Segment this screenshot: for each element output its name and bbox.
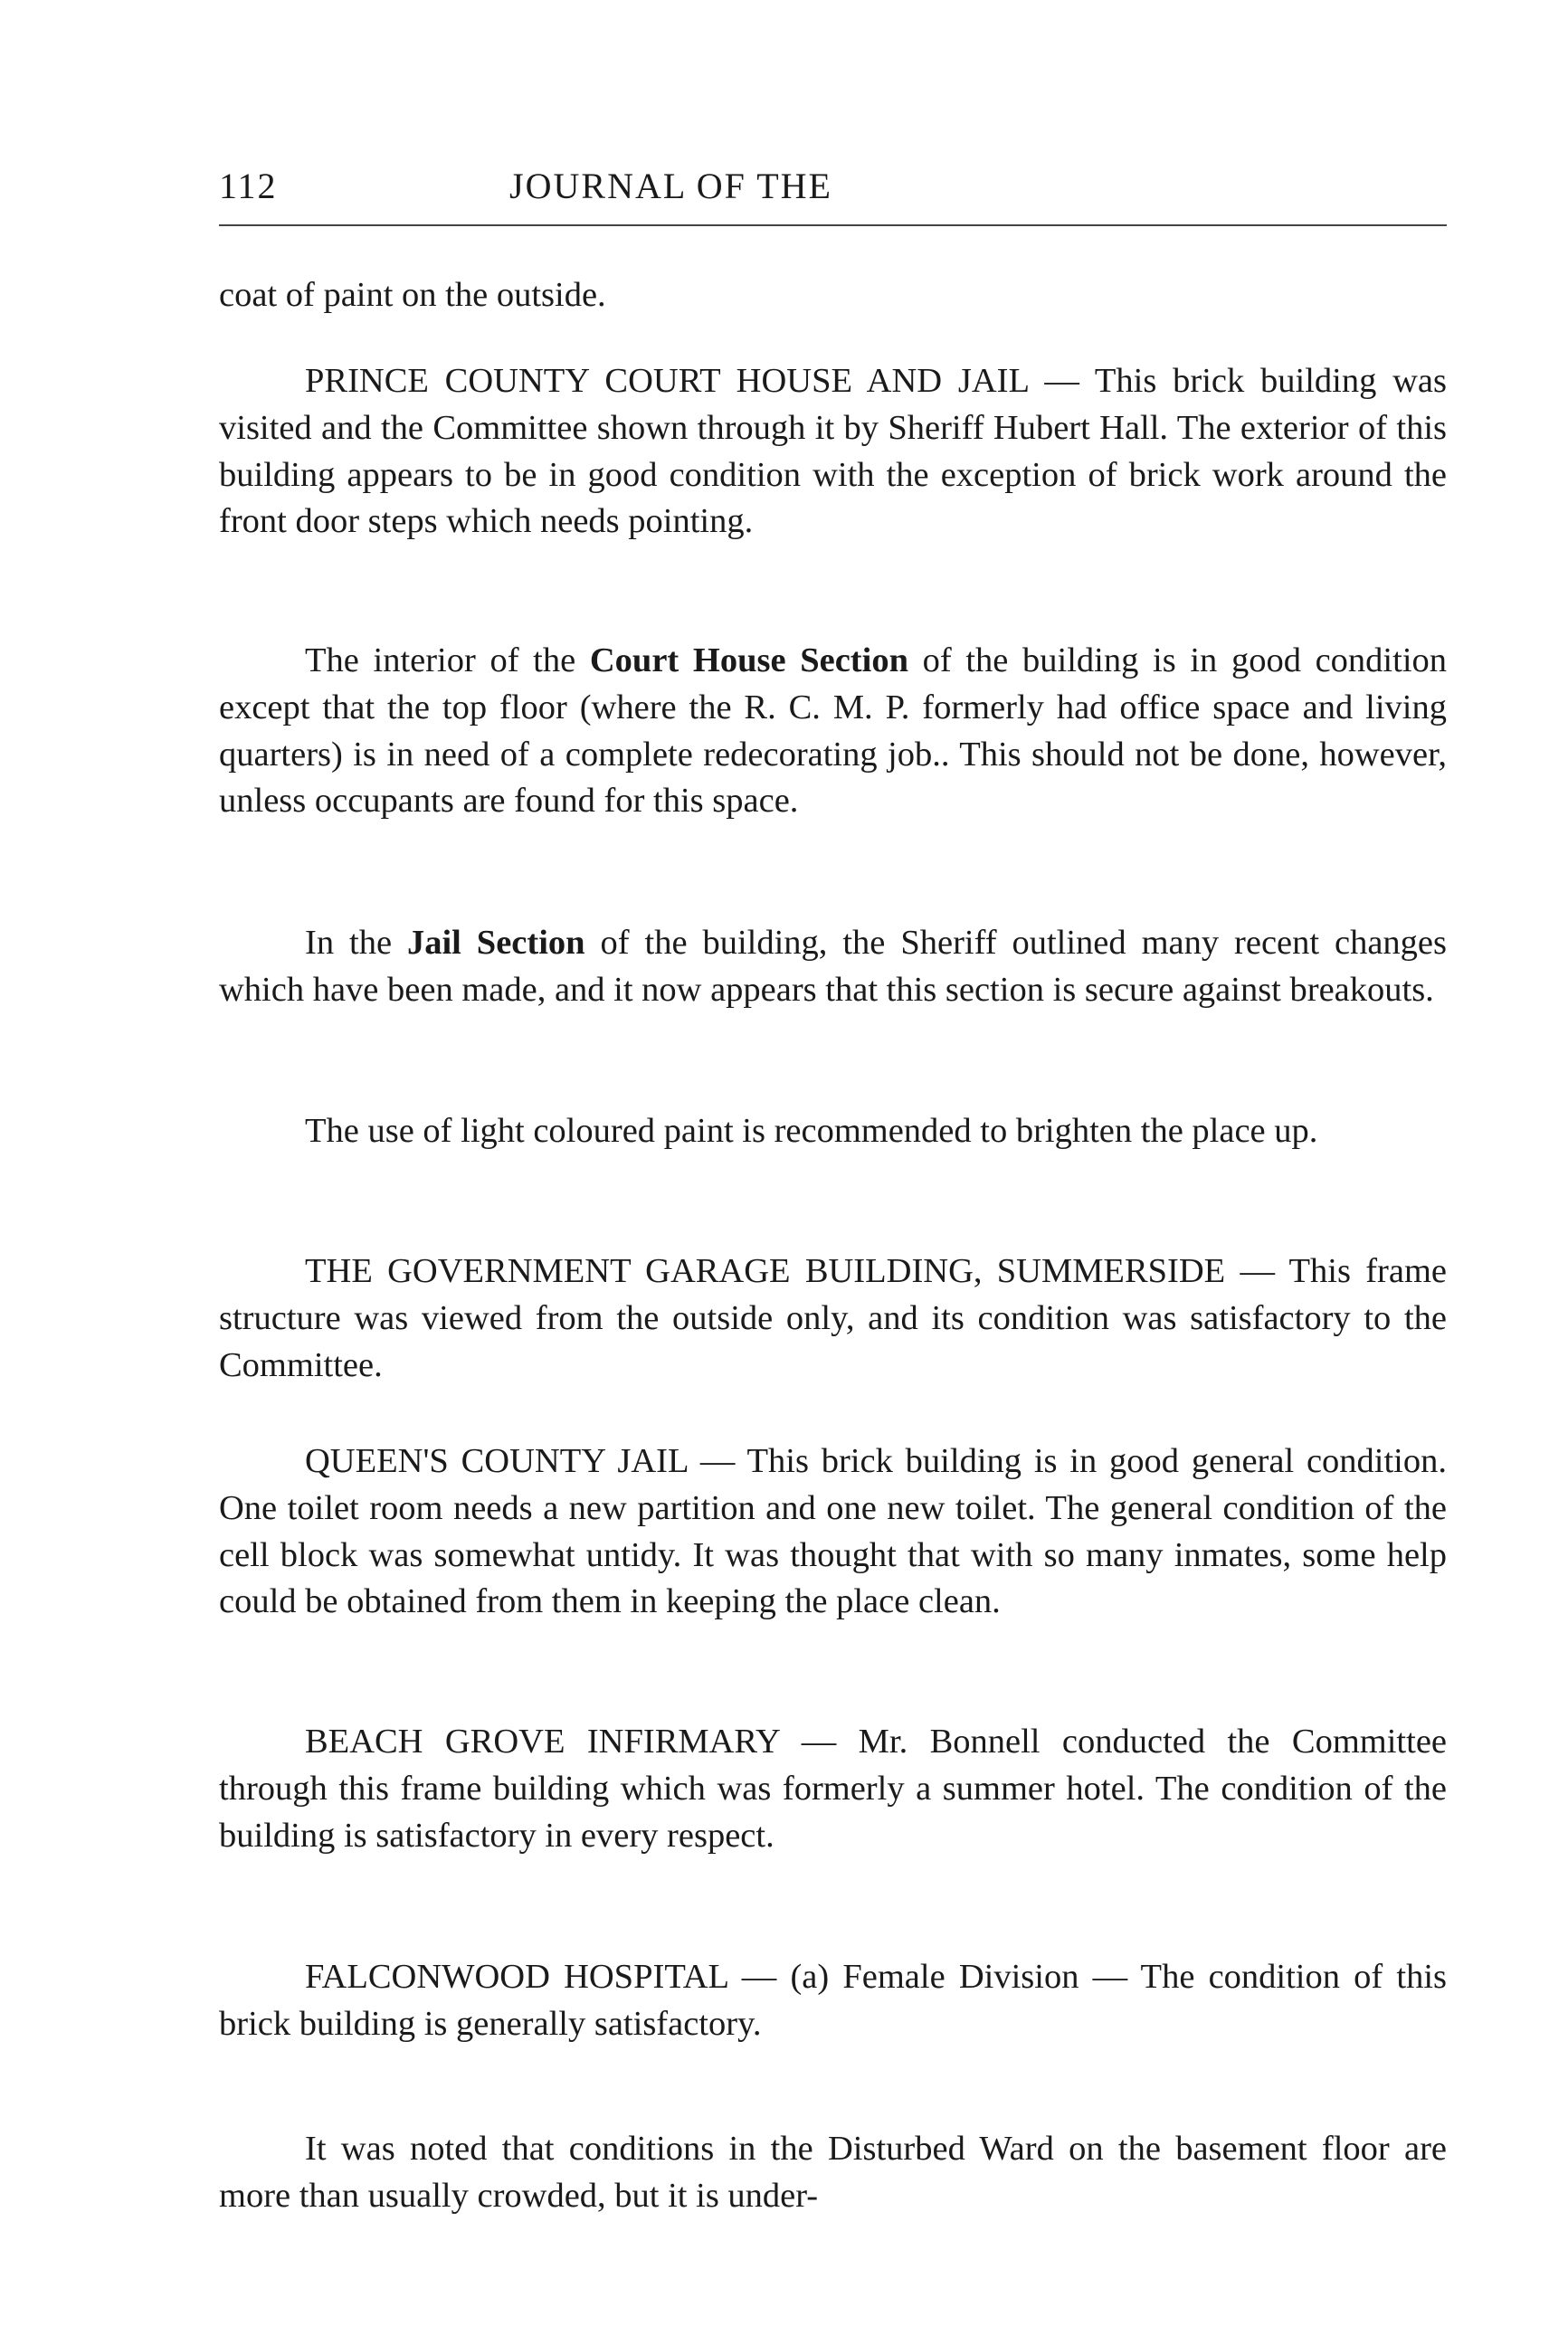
- paragraph-light-paint: [219, 1108, 1447, 1155]
- paragraph-continuation: [219, 272, 1447, 319]
- paragraph-text: — This brick building is in good general condition. One toilet room needs a new partition and one new toilet. The general condition of the cell block was somewhat untidy. It was thought that with so many inmates, some help could be obtained from them in keeping the place clean.: [219, 1442, 1447, 1621]
- paragraph-text: It was noted that conditions in the Disturbed Ward on the basement floor are more than usually crowded, but it is under-: [219, 2130, 1447, 2215]
- section-heading: QUEEN'S COUNTY JAIL: [305, 1442, 689, 1480]
- paragraph-jail-section: [219, 920, 1447, 1014]
- paragraph-text: — This frame structure was viewed from the outside only, and its condition was satisfactory to the Committee.: [219, 1252, 1447, 1384]
- section-heading: PRINCE COUNTY COURT HOUSE AND JAIL: [305, 362, 1029, 400]
- paragraph-text: — Mr. Bonnell conducted the Committee through this frame building which was formerly a summer hotel. The condition of the building is satisfactory in every respect.: [219, 1723, 1447, 1855]
- paragraph-disturbed-ward: [219, 2126, 1447, 2220]
- header-rule: [219, 224, 1447, 226]
- paragraph-court-house-section: [219, 638, 1447, 825]
- bold-term: Court House Section: [589, 641, 908, 679]
- paragraph-text: The interior of the: [305, 641, 590, 679]
- section-heading: BEACH GROVE INFIRMARY: [305, 1723, 780, 1761]
- paragraph-beach-grove-infirmary: [219, 1719, 1447, 1859]
- page-number: 112: [219, 166, 278, 206]
- paragraph-text: The use of light coloured paint is recommended to brighten the place up.: [305, 1112, 1318, 1150]
- running-head: [219, 165, 1445, 215]
- paragraph-government-garage: [219, 1248, 1447, 1389]
- section-heading: FALCONWOOD HOSPITAL: [305, 1958, 728, 1996]
- paragraph-text: of the building is in good condition except that the top floor (where the R. C. M. P. formerly had office space and living quarters) is in need of a complete redecorating job.. This should not be done, however, unless occupants are found for this space.: [219, 641, 1448, 821]
- journal-title: JOURNAL OF THE: [509, 166, 832, 206]
- paragraph-text: — This brick building was visited and the Committee shown through it by Sheriff Hubert Hall. The exterior of this building appears to be in good condition with the exception of brick work around the front door steps which needs pointing.: [219, 362, 1447, 541]
- paragraph-text: coat of paint on the outside.: [219, 276, 606, 314]
- section-heading: THE GOVERNMENT GARAGE BUILDING, SUMMERSIDE: [305, 1252, 1226, 1290]
- bold-term: Jail Section: [406, 924, 585, 962]
- paragraph-queens-county-jail: [219, 1438, 1447, 1626]
- paragraph-text: — (a) Female Division — The condition of this brick building is generally satisfactory.: [219, 1958, 1447, 2043]
- paragraph-text: of the building, the Sheriff outlined many recent changes which have been made, and it now appears that this section is secure against breakouts.: [219, 924, 1447, 1009]
- paragraph-prince-county-court-house: [219, 358, 1447, 546]
- paragraph-text: In the: [305, 924, 407, 962]
- paragraph-falconwood-hospital: [219, 1954, 1447, 2048]
